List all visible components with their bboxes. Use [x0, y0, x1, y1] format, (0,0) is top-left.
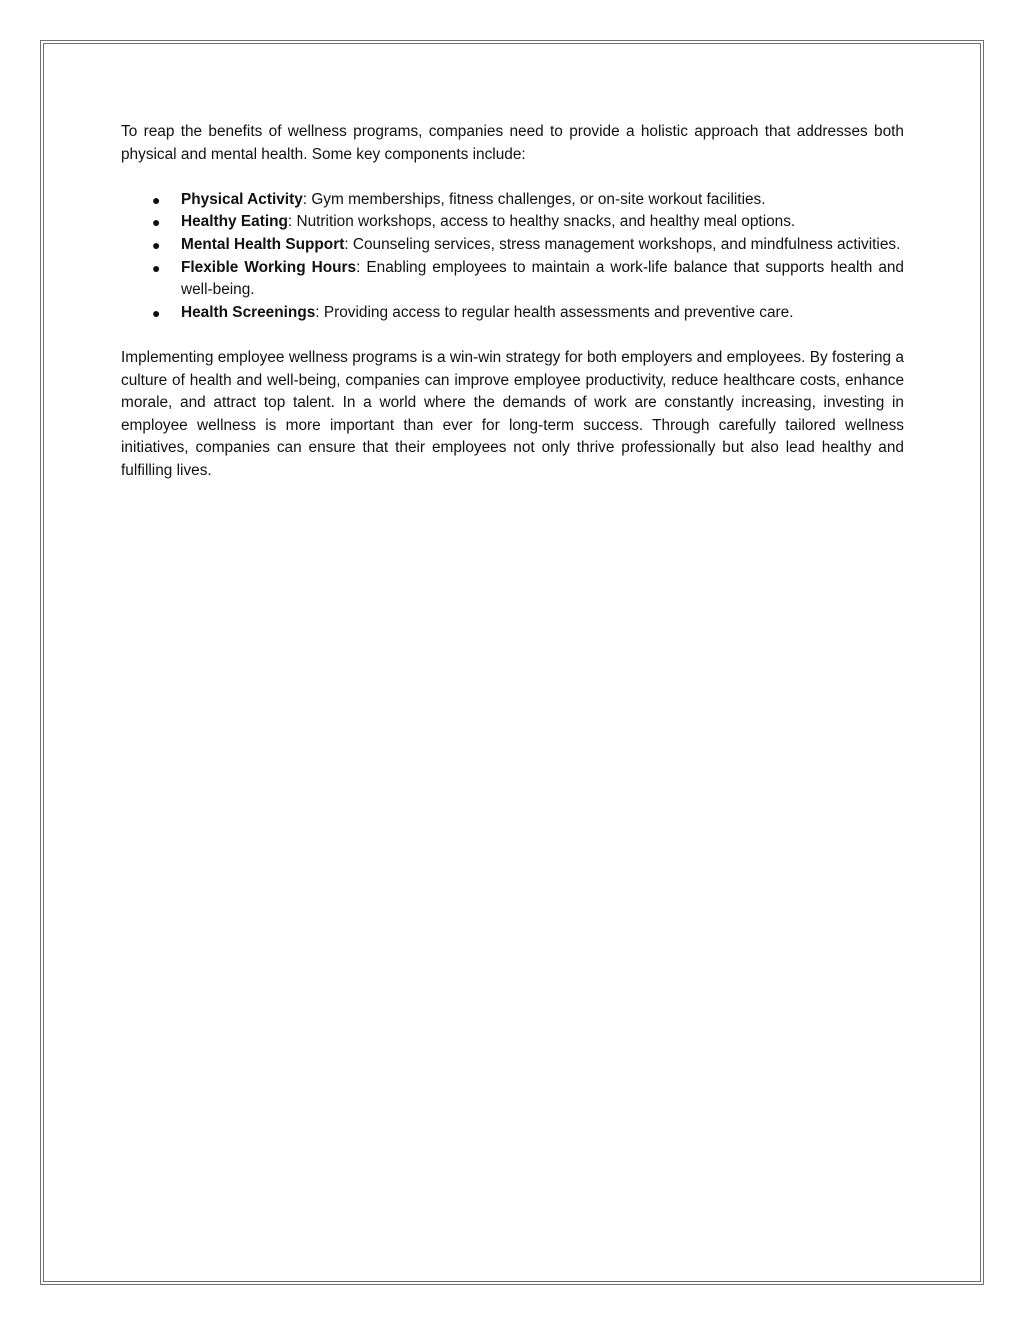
bullet-icon: ● [152, 236, 161, 253]
list-item [121, 302, 904, 325]
bullet-icon: ● [152, 304, 161, 321]
list-item-description: : Enabling employees to maintain a work-life balance that supports health and well-being. [181, 258, 904, 299]
list-item [121, 257, 904, 302]
list-item-term: Healthy Eating [181, 213, 288, 231]
list-item-term: Flexible Working Hours [181, 258, 357, 276]
list-item-term: Mental Health Support [181, 235, 345, 253]
list-item [121, 234, 904, 257]
conclusion-paragraph: Implementing employee wellness programs is a win-win strategy for both employers and employees. By fostering a culture of health and well-being, companies can improve employee productivity, reduce healthcare costs, enhance morale, and attract top talent. In a world where the demands of work are constantly increasing, investing in employee wellness is more important than ever for long-term success. Through carefully tailored wellness initiatives, companies can ensure that their employees not only thrive professionally but also lead healthy and fulfilling lives. [121, 348, 904, 479]
list-item-term: Health Screenings [181, 303, 316, 321]
bullet-icon: ● [152, 259, 161, 276]
list-item-description: : Nutrition workshops, access to healthy snacks, and healthy meal options. [287, 213, 796, 231]
list-item-description: : Gym memberships, fitness challenges, or on-site workout facilities. [302, 190, 766, 208]
list-item-description: : Counseling services, stress management workshops, and mindfulness activities. [344, 235, 901, 253]
document-body [121, 121, 904, 483]
list-item [121, 189, 904, 212]
components-list [121, 189, 904, 325]
intro-paragraph: To reap the benefits of wellness programs, companies need to provide a holistic approach that addresses both physical and mental health. Some key components include: [121, 123, 904, 163]
list-item-description: : Providing access to regular health assessments and preventive care. [315, 303, 794, 321]
list-item [121, 211, 904, 234]
list-item-term: Physical Activity [181, 190, 303, 208]
bullet-icon: ● [152, 191, 161, 208]
bullet-icon: ● [152, 214, 161, 231]
